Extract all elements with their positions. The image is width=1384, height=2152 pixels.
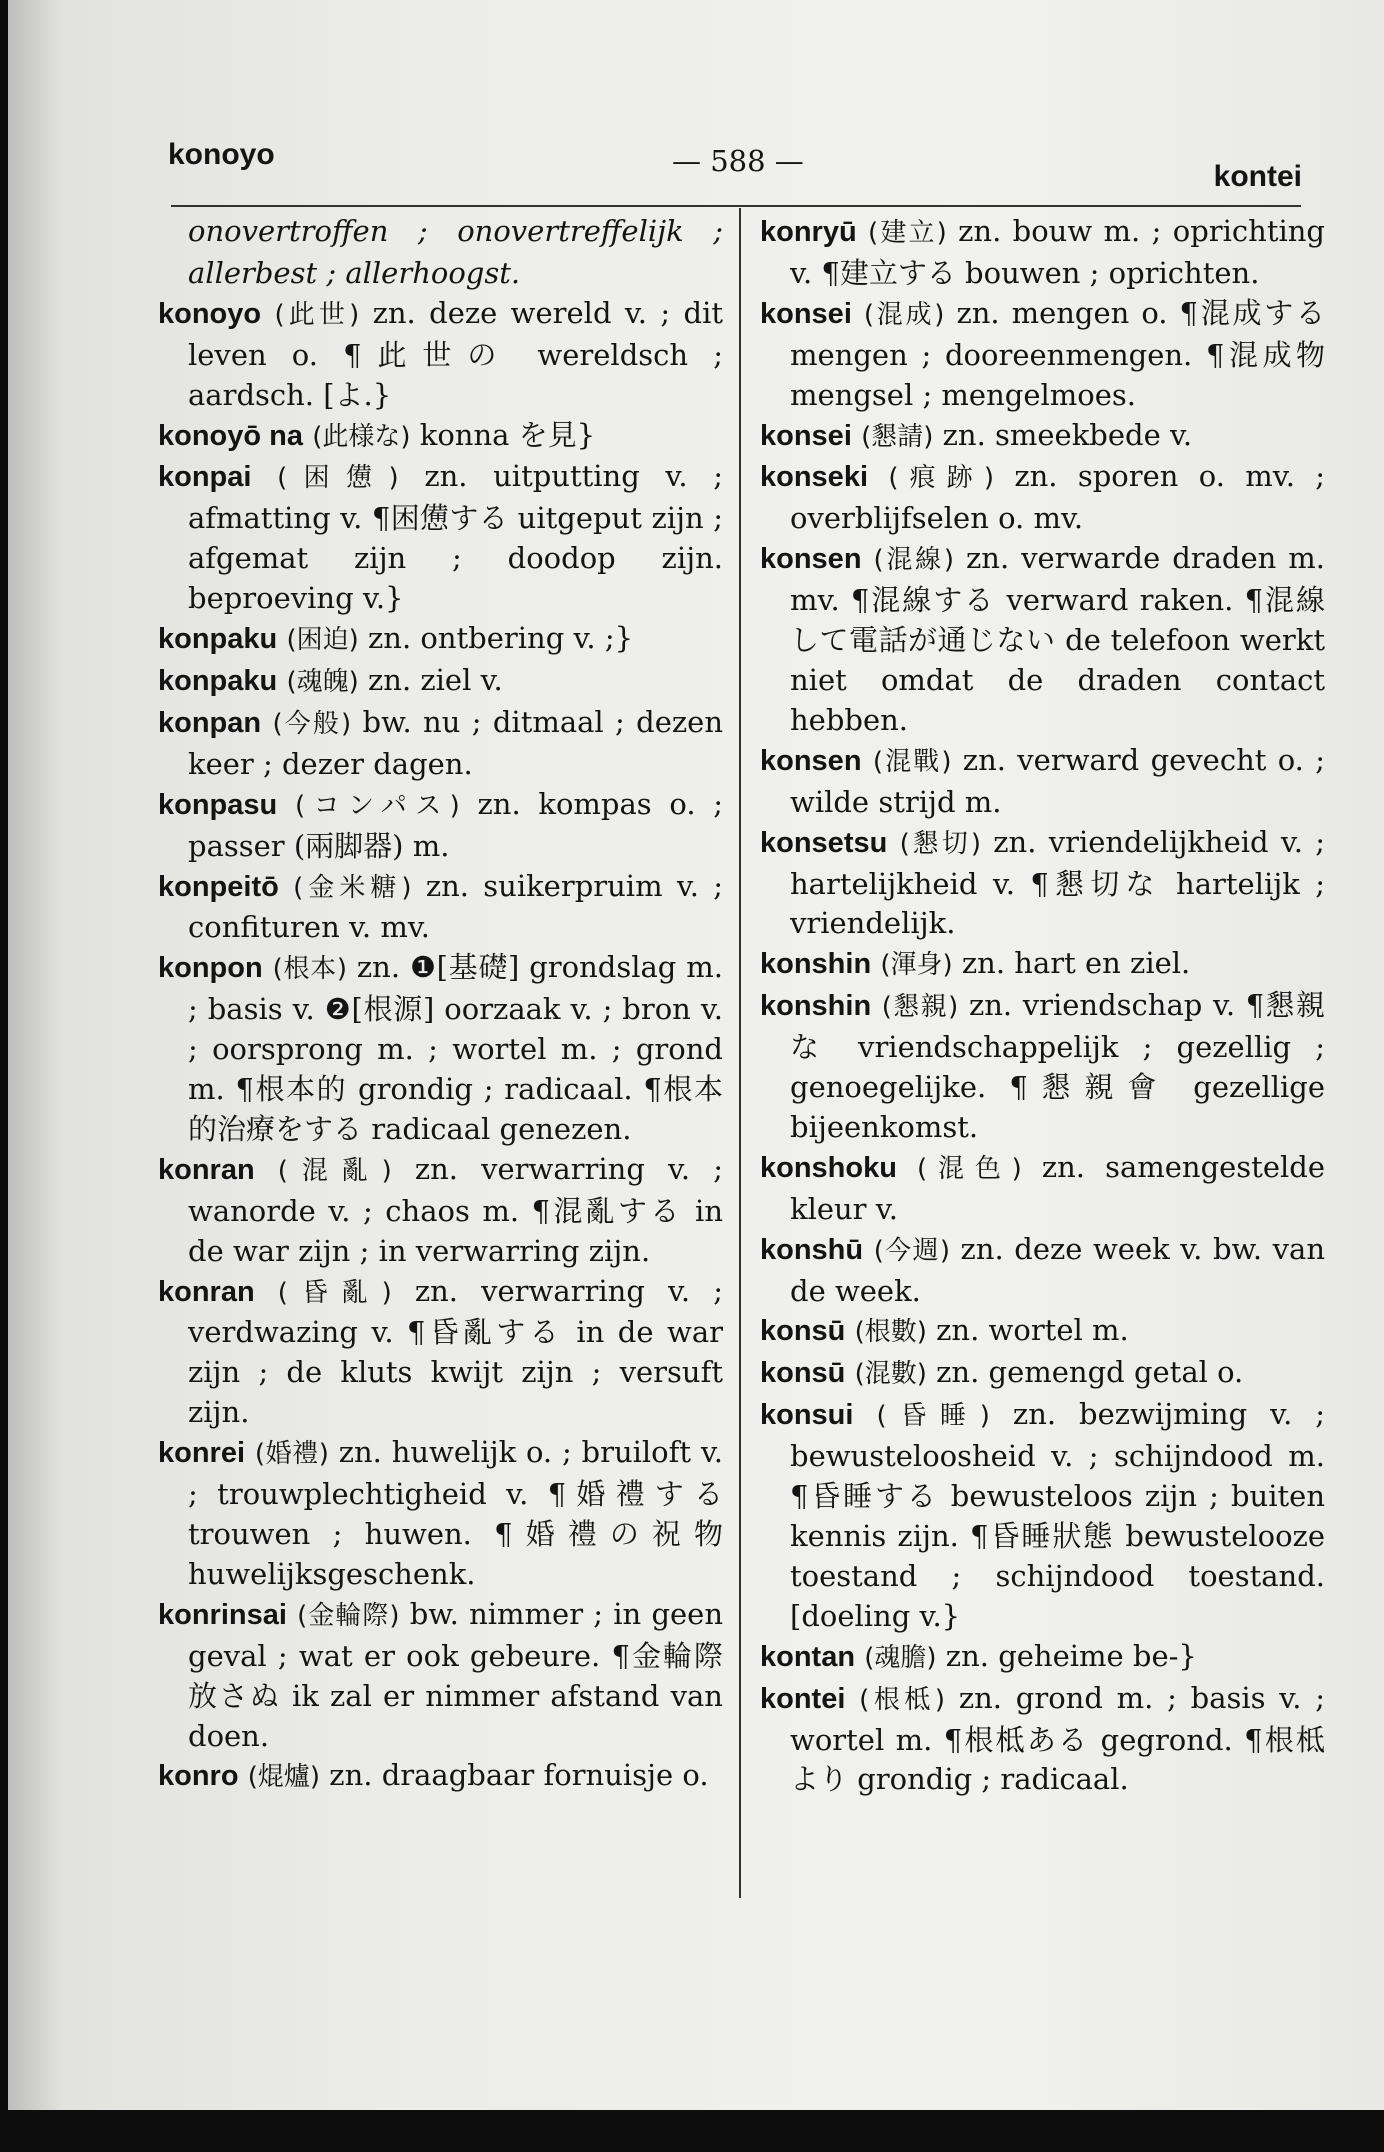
headword: konpeitō bbox=[158, 870, 279, 903]
headword: konsū bbox=[760, 1357, 846, 1390]
headword: kontei bbox=[760, 1682, 846, 1715]
headword: kontan bbox=[760, 1640, 856, 1673]
dictionary-entry bbox=[158, 294, 723, 416]
header-rule bbox=[171, 205, 1301, 207]
definition: zn. samengestelde kleur v. bbox=[790, 1149, 1325, 1226]
headword: konpaku bbox=[158, 664, 278, 697]
dictionary-entry bbox=[158, 457, 723, 619]
kanji: (昏亂) bbox=[277, 1277, 392, 1308]
dictionary-entry bbox=[760, 741, 1325, 823]
headword: konpon bbox=[158, 952, 263, 985]
headword: konshin bbox=[760, 990, 872, 1023]
definition: zn. verwarde draden m. mv. ¶混線する verward raken. ¶混線して電話が通じない de telefoon werkt niet omdat de draden contact hebben. bbox=[790, 541, 1326, 737]
dictionary-entry bbox=[158, 416, 723, 458]
headword: konpasu bbox=[158, 788, 278, 821]
headword: konrei bbox=[158, 1437, 246, 1470]
definition: zn. wortel m. bbox=[936, 1313, 1129, 1348]
kanji: (混成) bbox=[863, 299, 945, 330]
kanji: (建立) bbox=[868, 218, 947, 248]
dictionary-entry bbox=[158, 1433, 723, 1595]
kanji: (混線) bbox=[873, 545, 955, 576]
dictionary-entry bbox=[158, 1272, 723, 1434]
definition: zn. draagbaar fornuisje o. bbox=[329, 1758, 709, 1793]
dictionary-entry bbox=[760, 212, 1325, 294]
dictionary-entry bbox=[760, 1679, 1325, 1801]
definition: zn. vriendschap v. ¶懇親な vriendschappelijk ; gezellig ; genoegelijke. ¶懇親會 gezellige bijeenkomst. bbox=[790, 988, 1325, 1144]
dictionary-entry bbox=[158, 1150, 723, 1272]
definition: zn. ziel v. bbox=[367, 662, 503, 697]
kanji: (困憊) bbox=[277, 463, 399, 494]
dictionary-entry bbox=[158, 619, 723, 661]
dictionary-entry bbox=[760, 294, 1325, 416]
definition: zn. deze week v. bw. van de week. bbox=[790, 1231, 1326, 1308]
definition: zn. geheime be-} bbox=[945, 1638, 1197, 1673]
definition: zn. vriendelijkheid v. ; hartelijkheid v. ¶懇切な hartelijk ; vriendelijk. bbox=[790, 824, 1326, 941]
kanji: (金米糖) bbox=[293, 872, 412, 903]
dictionary-entry bbox=[158, 1756, 723, 1798]
headword: konran bbox=[158, 1153, 255, 1186]
kanji: (混亂) bbox=[277, 1155, 392, 1186]
dictionary-entry bbox=[760, 1311, 1325, 1353]
headword: konrinsai bbox=[158, 1598, 287, 1631]
kanji: (魂膽) bbox=[864, 1642, 937, 1673]
headword: konshin bbox=[760, 948, 872, 981]
definition: zn. mengen o. ¶混成する mengen ; dooreenmengen. ¶混成物 mengsel ; mengelmoes. bbox=[790, 295, 1325, 412]
definition: zn. ontbering v. ;} bbox=[367, 621, 634, 656]
definition: zn. bouw m. ; oprichting v. ¶建立する bouwen ; oprichten. bbox=[790, 214, 1325, 290]
definition: zn. verwarring v. ; wanorde v. ; chaos m. ¶混亂する in de war zijn ; in verwarring zijn. bbox=[188, 1151, 724, 1268]
kanji: (此様な) bbox=[312, 421, 411, 452]
headword: konshū bbox=[760, 1233, 864, 1266]
kanji: (根數) bbox=[854, 1317, 927, 1348]
dictionary-entry bbox=[760, 1353, 1325, 1395]
kanji: (昏睡) bbox=[876, 1401, 990, 1432]
dictionary-entry bbox=[760, 539, 1325, 741]
headword: konpan bbox=[158, 706, 262, 739]
headword: konsū bbox=[760, 1315, 846, 1348]
headword: konsei bbox=[760, 419, 852, 452]
headword: konoyo bbox=[158, 297, 262, 330]
kanji: (焜爐) bbox=[247, 1762, 321, 1793]
definition: bw. nimmer ; in geen geval ; wat er ook gebeure. ¶金輪際放さぬ ik zal er nimmer afstand van doen. bbox=[188, 1596, 724, 1753]
definition: zn. bezwijming v. ; bewusteloosheid v. ; schijndood m. ¶昏睡する bewusteloos zijn ; buiten kennis zijn. ¶昏睡狀態 bewustelooze toestand ; schijndood toestand. [doeling v.} bbox=[790, 1397, 1326, 1633]
headword: konran bbox=[158, 1275, 255, 1308]
dictionary-page bbox=[8, 0, 1384, 2110]
dictionary-entry bbox=[158, 1595, 723, 1757]
kanji: (此世) bbox=[274, 299, 360, 330]
kanji: (懇切) bbox=[899, 828, 981, 859]
definition: zn. gemengd getal o. bbox=[936, 1355, 1244, 1390]
definition: zn. smeekbede v. bbox=[942, 417, 1193, 452]
column-divider bbox=[739, 208, 741, 1898]
definition: konna を見} bbox=[419, 417, 596, 452]
kanji: (混戰) bbox=[872, 746, 952, 777]
dictionary-entry bbox=[760, 1637, 1325, 1679]
definition: bw. nu ; ditmaal ; dezen keer ; dezer dagen. bbox=[188, 704, 724, 781]
headword: konsetsu bbox=[760, 826, 888, 859]
left-column bbox=[158, 212, 723, 1798]
definition: zn. uitputting v. ; afmatting v. ¶困憊する uitgeput zijn ; afgemat zijn ; doodop zijn. beproeving v.} bbox=[188, 459, 724, 616]
dictionary-entry bbox=[158, 703, 723, 785]
dictionary-entry bbox=[760, 457, 1325, 539]
definition: zn. suikerpruim v. ; confituren v. mv. bbox=[188, 868, 724, 945]
dictionary-entry bbox=[760, 1230, 1325, 1312]
definition: zn. ❶[基礎] grondslag m. ; basis v. ❷[根源] oorzaak v. ; bron v. ; oorsprong m. ; wortel m. ; grond m. ¶根本的 grondig ; radicaal. ¶根本的治療をする radicaal genezen. bbox=[188, 950, 723, 1146]
kanji: (混數) bbox=[854, 1359, 927, 1390]
dictionary-entry bbox=[760, 1395, 1325, 1636]
headword: konseki bbox=[760, 461, 868, 494]
kanji: (金輪際) bbox=[297, 1600, 400, 1631]
page-number: — 588 — bbox=[672, 144, 804, 178]
headword: konoyō na bbox=[158, 419, 304, 452]
definition: zn. deze wereld v. ; dit leven o. ¶此世の wereldsch ; aardsch. [よ.} bbox=[188, 295, 724, 412]
kanji: (今般) bbox=[272, 708, 352, 739]
headword: konro bbox=[158, 1760, 239, 1793]
headword: konsen bbox=[760, 744, 862, 777]
kanji: (魂魄) bbox=[286, 666, 359, 697]
headword: konsei bbox=[760, 297, 852, 330]
dictionary-entry bbox=[760, 944, 1325, 986]
kanji: (根柢) bbox=[859, 1684, 946, 1715]
kanji: (今週) bbox=[873, 1235, 950, 1266]
definition: zn. verward gevecht o. ; wilde strijd m. bbox=[790, 742, 1325, 819]
headword: konryū bbox=[760, 216, 857, 248]
kanji: (混色) bbox=[917, 1153, 1022, 1184]
headword: konpaku bbox=[158, 623, 278, 656]
definition: zn. sporen o. mv. ; overblijfselen o. mv. bbox=[790, 459, 1326, 536]
dictionary-entry bbox=[760, 416, 1325, 458]
kanji: (婚禮) bbox=[254, 1439, 329, 1470]
definition: zn. kompas o. ; passer (兩脚器) m. bbox=[188, 786, 724, 863]
kanji: (痕跡) bbox=[888, 463, 994, 494]
kanji: (困迫) bbox=[286, 625, 359, 656]
kanji: (根本) bbox=[272, 954, 347, 985]
kanji: (懇親) bbox=[881, 992, 959, 1023]
kanji: (懇請) bbox=[861, 421, 934, 452]
dictionary-entry bbox=[158, 867, 723, 949]
dictionary-entry bbox=[760, 823, 1325, 945]
kanji: (渾身) bbox=[880, 950, 953, 981]
headword: konpai bbox=[158, 461, 252, 494]
running-head-left: konoyo bbox=[168, 138, 275, 171]
kanji: (コンパス) bbox=[294, 790, 460, 821]
headword: konsui bbox=[760, 1399, 854, 1432]
headword: konshoku bbox=[760, 1151, 897, 1184]
right-column bbox=[760, 212, 1325, 1800]
headword: konsen bbox=[760, 543, 862, 576]
dictionary-entry: onovertroffen ; onovertreffelijk ; allerbest ; allerhoogst. bbox=[188, 214, 723, 290]
dictionary-entry bbox=[158, 948, 723, 1150]
definition: zn. grond m. ; basis v. ; wortel m. ¶根柢ある gegrond. ¶根柢より grondig ; radicaal. bbox=[790, 1680, 1325, 1797]
dictionary-entry bbox=[158, 785, 723, 867]
dictionary-entry bbox=[158, 661, 723, 703]
definition: zn. hart en ziel. bbox=[961, 946, 1191, 981]
dictionary-entry bbox=[760, 1148, 1325, 1230]
definition: zn. huwelijk o. ; bruiloft v. ; trouwplechtigheid v. ¶婚禮する trouwen ; huwen. ¶婚禮の祝物 huwelijksgeschenk. bbox=[188, 1435, 723, 1591]
dictionary-entry bbox=[760, 986, 1325, 1148]
running-head-right: kontei bbox=[1213, 160, 1302, 193]
definition: zn. verwarring v. ; verdwazing v. ¶昏亂する in de war zijn ; de kluts kwijt zijn ; versuft zijn. bbox=[188, 1273, 724, 1430]
